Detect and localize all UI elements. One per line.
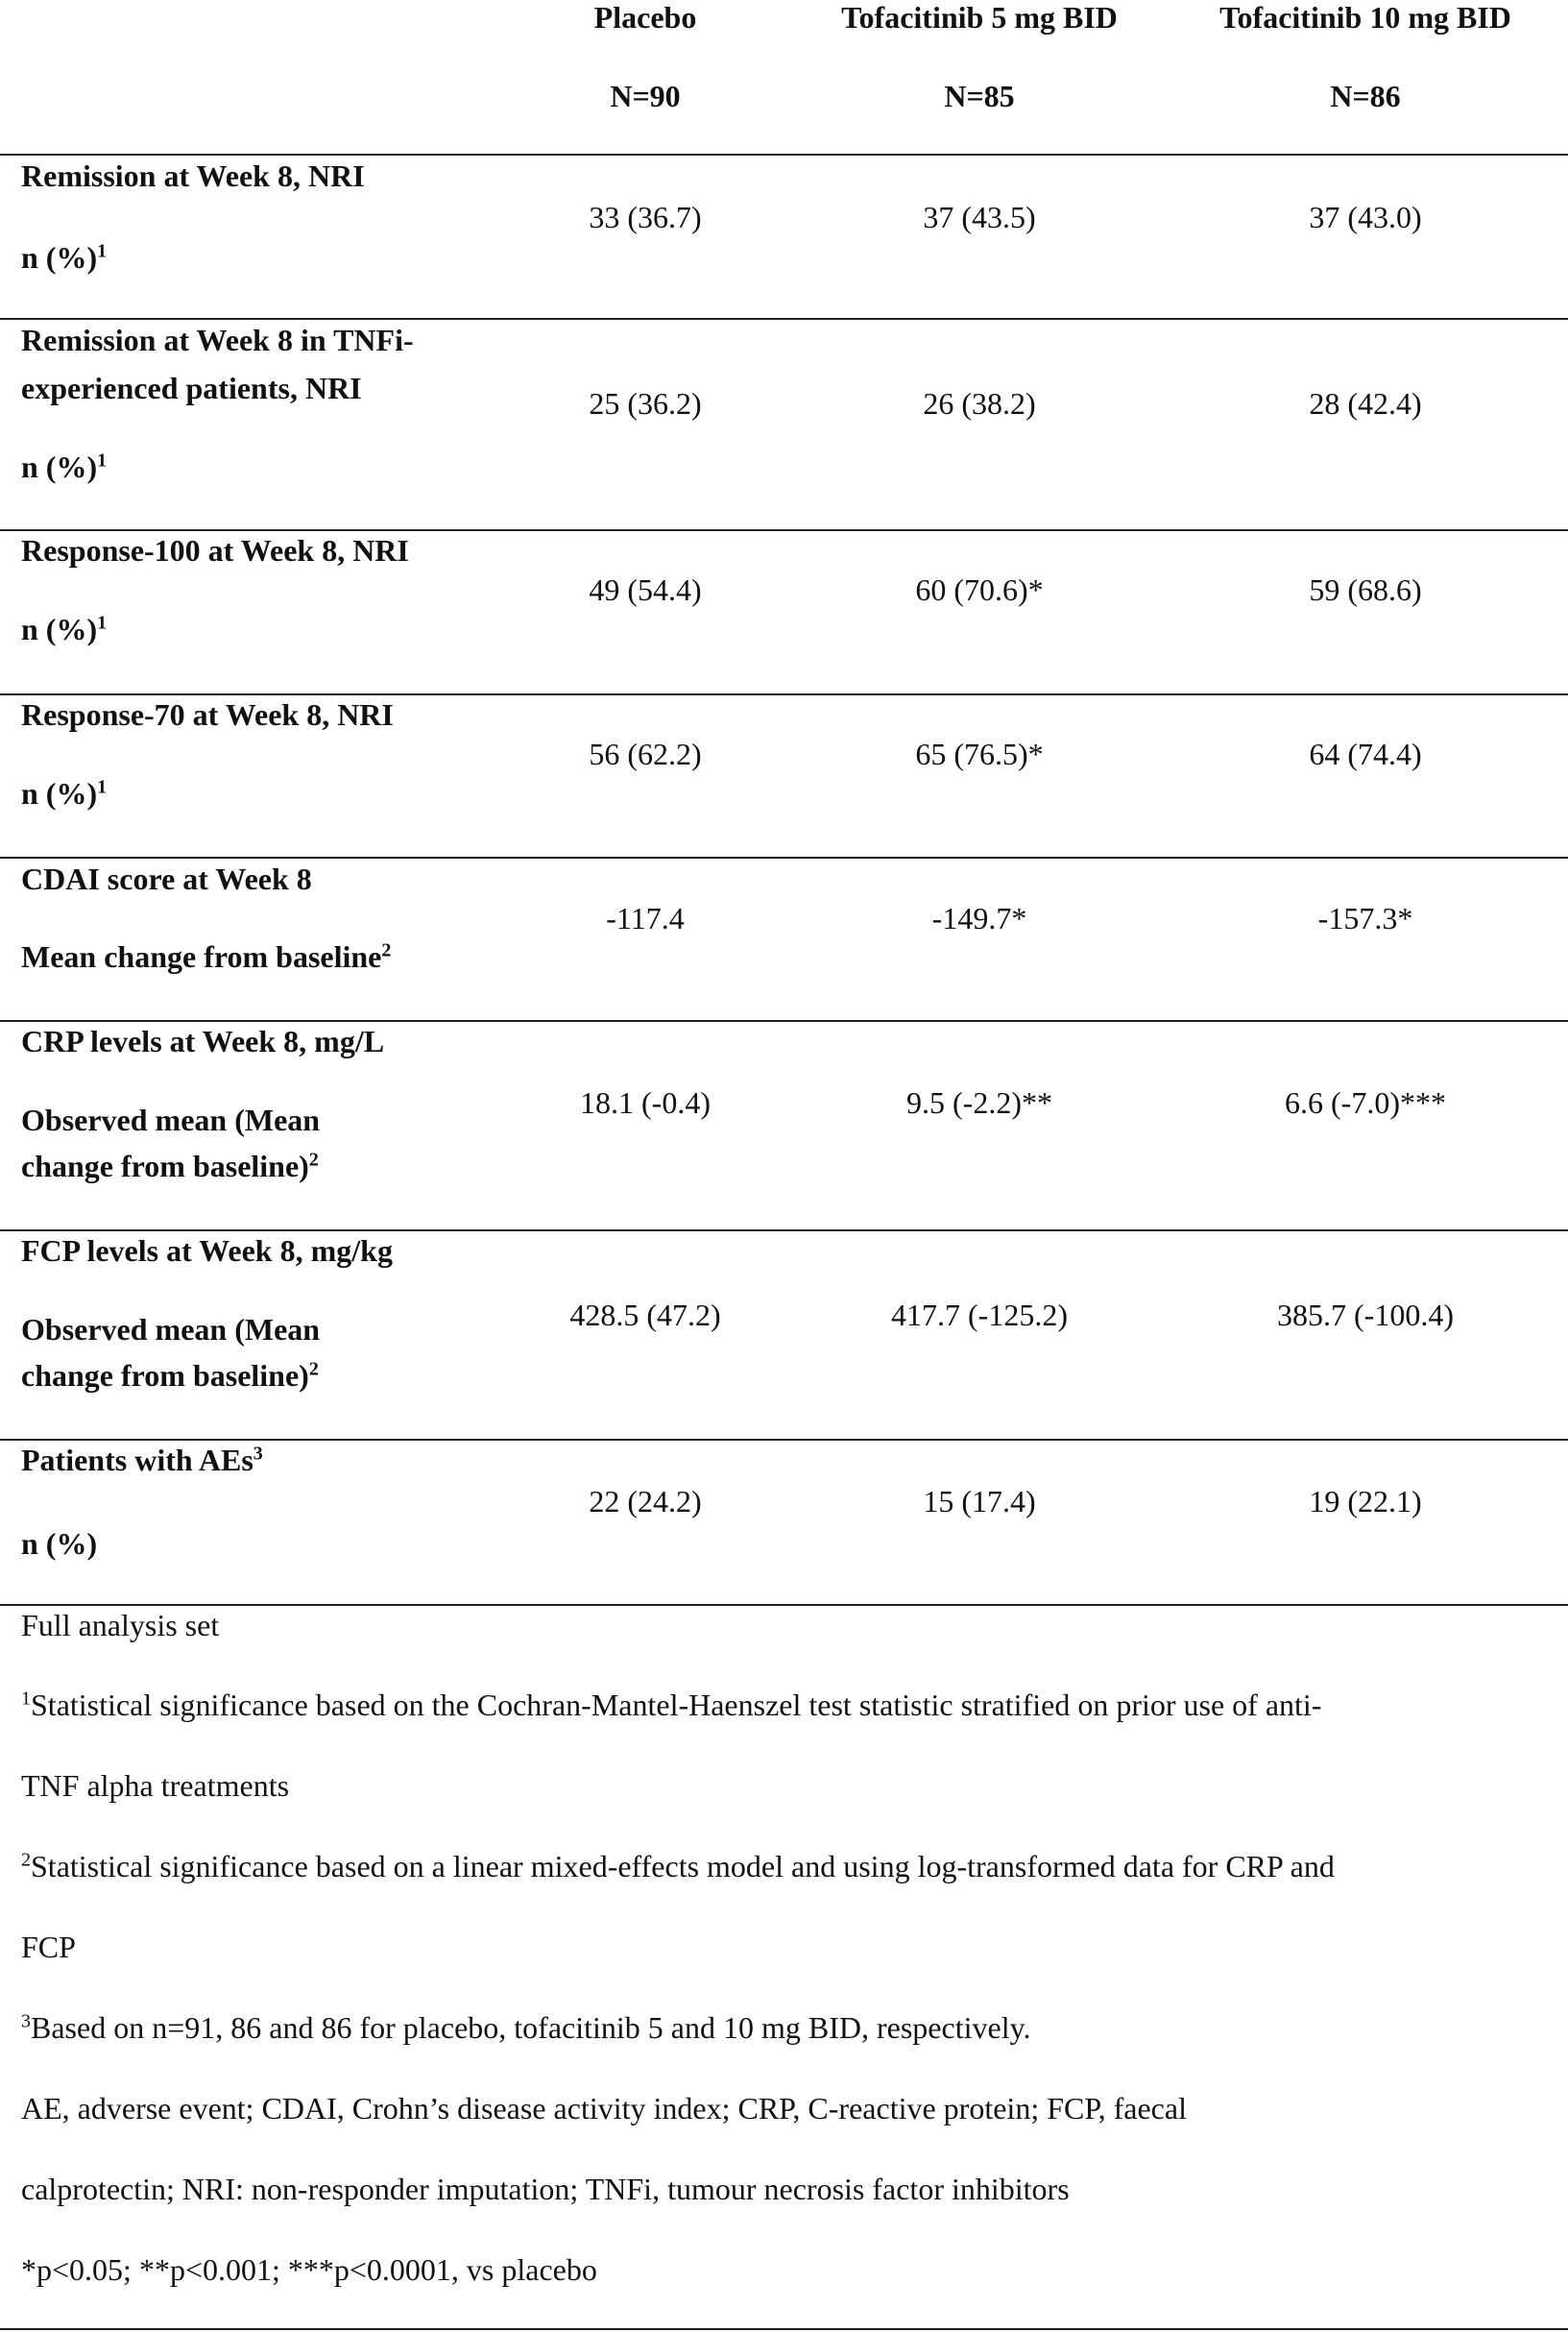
- footnote-analysis-set: Full analysis set: [21, 1608, 220, 1642]
- column-n-tofacitinib-10mg: N=86: [1330, 79, 1401, 113]
- table-cell: 28 (42.4): [1309, 386, 1422, 421]
- row-label: n (%): [21, 1526, 98, 1561]
- table-rule: [0, 1229, 1568, 1231]
- footnote-abbreviations-continued: calprotectin; NRI: non-responder imputation; TNFi, tumour necrosis factor inhibitors: [21, 2172, 1070, 2206]
- footnote-1-continued: TNF alpha treatments: [21, 1768, 290, 1803]
- table-cell: 60 (70.6)*: [915, 572, 1044, 607]
- table-cell: 59 (68.6): [1309, 572, 1422, 607]
- footnote-abbreviations: AE, adverse event; CDAI, Crohn’s disease activity index; CRP, C-reactive protein; FCP, faecal: [21, 2091, 1187, 2126]
- table-rule: [0, 857, 1568, 859]
- footnote-2-continued: FCP: [21, 1930, 76, 1964]
- row-label: Response-100 at Week 8, NRI: [21, 533, 409, 568]
- table-cell: 6.6 (-7.0)***: [1285, 1085, 1446, 1120]
- table-cell: 18.1 (-0.4): [580, 1085, 711, 1120]
- table-cell: -157.3*: [1317, 901, 1413, 935]
- row-label: Observed mean (Mean: [21, 1312, 321, 1347]
- table-cell: -149.7*: [931, 901, 1027, 935]
- footnote-pvalues: *p<0.05; **p<0.001; ***p<0.0001, vs placebo: [21, 2252, 597, 2287]
- row-label: n (%)$^1$: [21, 449, 108, 484]
- column-header-tofacitinib-5mg: Tofacitinib 5 mg BID: [841, 0, 1118, 35]
- row-label: experienced patients, NRI: [21, 371, 362, 405]
- table-cell: 417.7 (-125.2): [891, 1298, 1068, 1332]
- row-label: Observed mean (Mean: [21, 1103, 321, 1137]
- row-label: n (%)$^1$: [21, 240, 108, 275]
- table-rule: [0, 529, 1568, 531]
- row-label: CDAI score at Week 8: [21, 862, 312, 896]
- column-n-placebo: N=90: [610, 79, 681, 113]
- row-label: CRP levels at Week 8, mg/L: [21, 1024, 385, 1058]
- row-label: FCP levels at Week 8, mg/kg: [21, 1233, 393, 1268]
- table-cell: 9.5 (-2.2)**: [906, 1085, 1052, 1120]
- table-cell: 37 (43.0): [1309, 200, 1422, 234]
- row-label: Patients with AEs$^3$: [21, 1443, 263, 1477]
- table-rule: [0, 154, 1568, 156]
- row-label: Mean change from baseline$^2$: [21, 939, 392, 974]
- table-cell: 15 (17.4): [923, 1484, 1036, 1518]
- table-rule: [0, 1604, 1568, 1606]
- footnote-2: $^2$Statistical significance based on a linear mixed-effects model and using log-transformed data for CRP and: [21, 1849, 1335, 1883]
- table-cell: 33 (36.7): [589, 200, 702, 234]
- table-cell: -117.4: [606, 901, 685, 935]
- row-label: change from baseline)$^2$: [21, 1149, 319, 1183]
- row-label: n (%)$^1$: [21, 776, 108, 811]
- row-label: change from baseline)$^2$: [21, 1358, 319, 1393]
- table-cell: 49 (54.4): [589, 572, 702, 607]
- table-rule: [0, 318, 1568, 320]
- row-label: Remission at Week 8 in TNFi-: [21, 323, 414, 357]
- table-cell: 22 (24.2): [589, 1484, 702, 1518]
- table-rule: [0, 2328, 1568, 2330]
- table-cell: 428.5 (47.2): [569, 1298, 721, 1332]
- table-cell: 65 (76.5)*: [915, 737, 1044, 771]
- row-label: Remission at Week 8, NRI: [21, 158, 365, 193]
- table-rule: [0, 1439, 1568, 1441]
- row-label: Response-70 at Week 8, NRI: [21, 697, 394, 732]
- table-cell: 385.7 (-100.4): [1277, 1298, 1454, 1332]
- row-label: n (%)$^1$: [21, 612, 108, 646]
- column-n-tofacitinib-5mg: N=85: [944, 79, 1015, 113]
- table-cell: 64 (74.4): [1309, 737, 1422, 771]
- table-cell: 26 (38.2): [923, 386, 1036, 421]
- footnote-3: $^3$Based on n=91, 86 and 86 for placebo, tofacitinib 5 and 10 mg BID, respectively.: [21, 2010, 1031, 2045]
- table-cell: 25 (36.2): [589, 386, 702, 421]
- table-cell: 19 (22.1): [1309, 1484, 1422, 1518]
- table-cell: 37 (43.5): [923, 200, 1036, 234]
- table-rule: [0, 693, 1568, 695]
- table-rule: [0, 1020, 1568, 1022]
- column-header-placebo: Placebo: [593, 0, 697, 35]
- column-header-tofacitinib-10mg: Tofacitinib 10 mg BID: [1219, 0, 1511, 35]
- table-cell: 56 (62.2): [589, 737, 702, 771]
- footnote-1: $^1$Statistical significance based on the Cochran-Mantel-Haenszel test statistic stratified on prior use of anti-: [21, 1688, 1322, 1722]
